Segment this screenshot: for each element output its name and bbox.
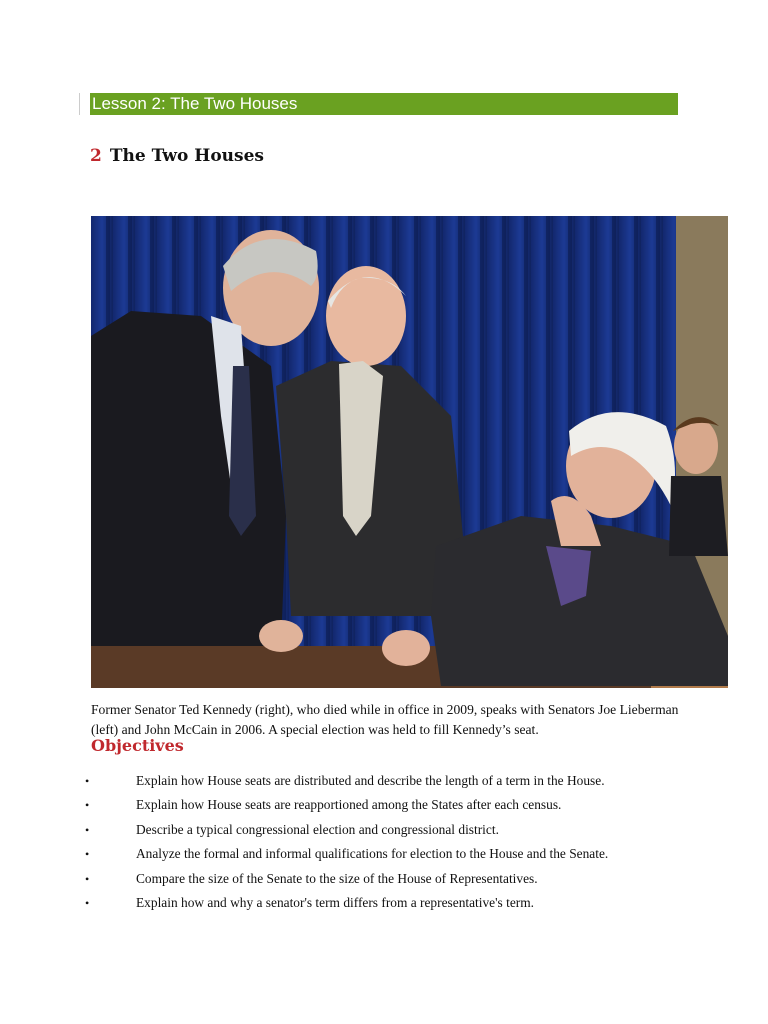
section-title: The Two Houses bbox=[109, 146, 264, 166]
objectives-heading: Objectives bbox=[91, 736, 184, 755]
list-item bbox=[84, 844, 724, 868]
bullet-icon: • bbox=[85, 895, 90, 910]
section-number: 2 bbox=[90, 146, 102, 166]
bullet-icon: • bbox=[85, 847, 90, 862]
list-item bbox=[84, 795, 724, 819]
section-heading bbox=[90, 146, 264, 166]
objective-text: Explain how and why a senator's term differs from a representative's term. bbox=[136, 894, 534, 910]
list-item bbox=[84, 869, 724, 893]
bullet-icon: • bbox=[85, 871, 90, 886]
bullet-icon: • bbox=[85, 774, 90, 788]
margin-marker bbox=[79, 93, 80, 115]
list-item bbox=[84, 820, 724, 844]
objective-text: Compare the size of the Senate to the size of the House of Representatives. bbox=[136, 870, 538, 886]
objective-text: Describe a typical congressional election and congressional district. bbox=[136, 821, 499, 837]
lesson-banner: Lesson 2: The Two Houses bbox=[90, 93, 678, 115]
objective-text: Explain how House seats are distributed and describe the length of a term in the House. bbox=[136, 773, 605, 788]
senators-photo bbox=[91, 216, 728, 688]
objective-text: Analyze the formal and informal qualifications for election to the House and the Senate. bbox=[136, 846, 609, 862]
photo-caption: Former Senator Ted Kennedy (right), who died while in office in 2009, speaks with Senators Joe Lieberman (left) and John McCain in 2006. A special election was held to fill Kennedy’s seat. bbox=[91, 702, 679, 737]
objectives-list bbox=[84, 771, 724, 917]
list-item bbox=[84, 771, 724, 795]
bullet-icon: • bbox=[85, 822, 90, 837]
bullet-icon: • bbox=[85, 798, 90, 813]
list-item bbox=[84, 893, 724, 917]
objective-text: Explain how House seats are reapportioned among the States after each census. bbox=[136, 797, 562, 813]
